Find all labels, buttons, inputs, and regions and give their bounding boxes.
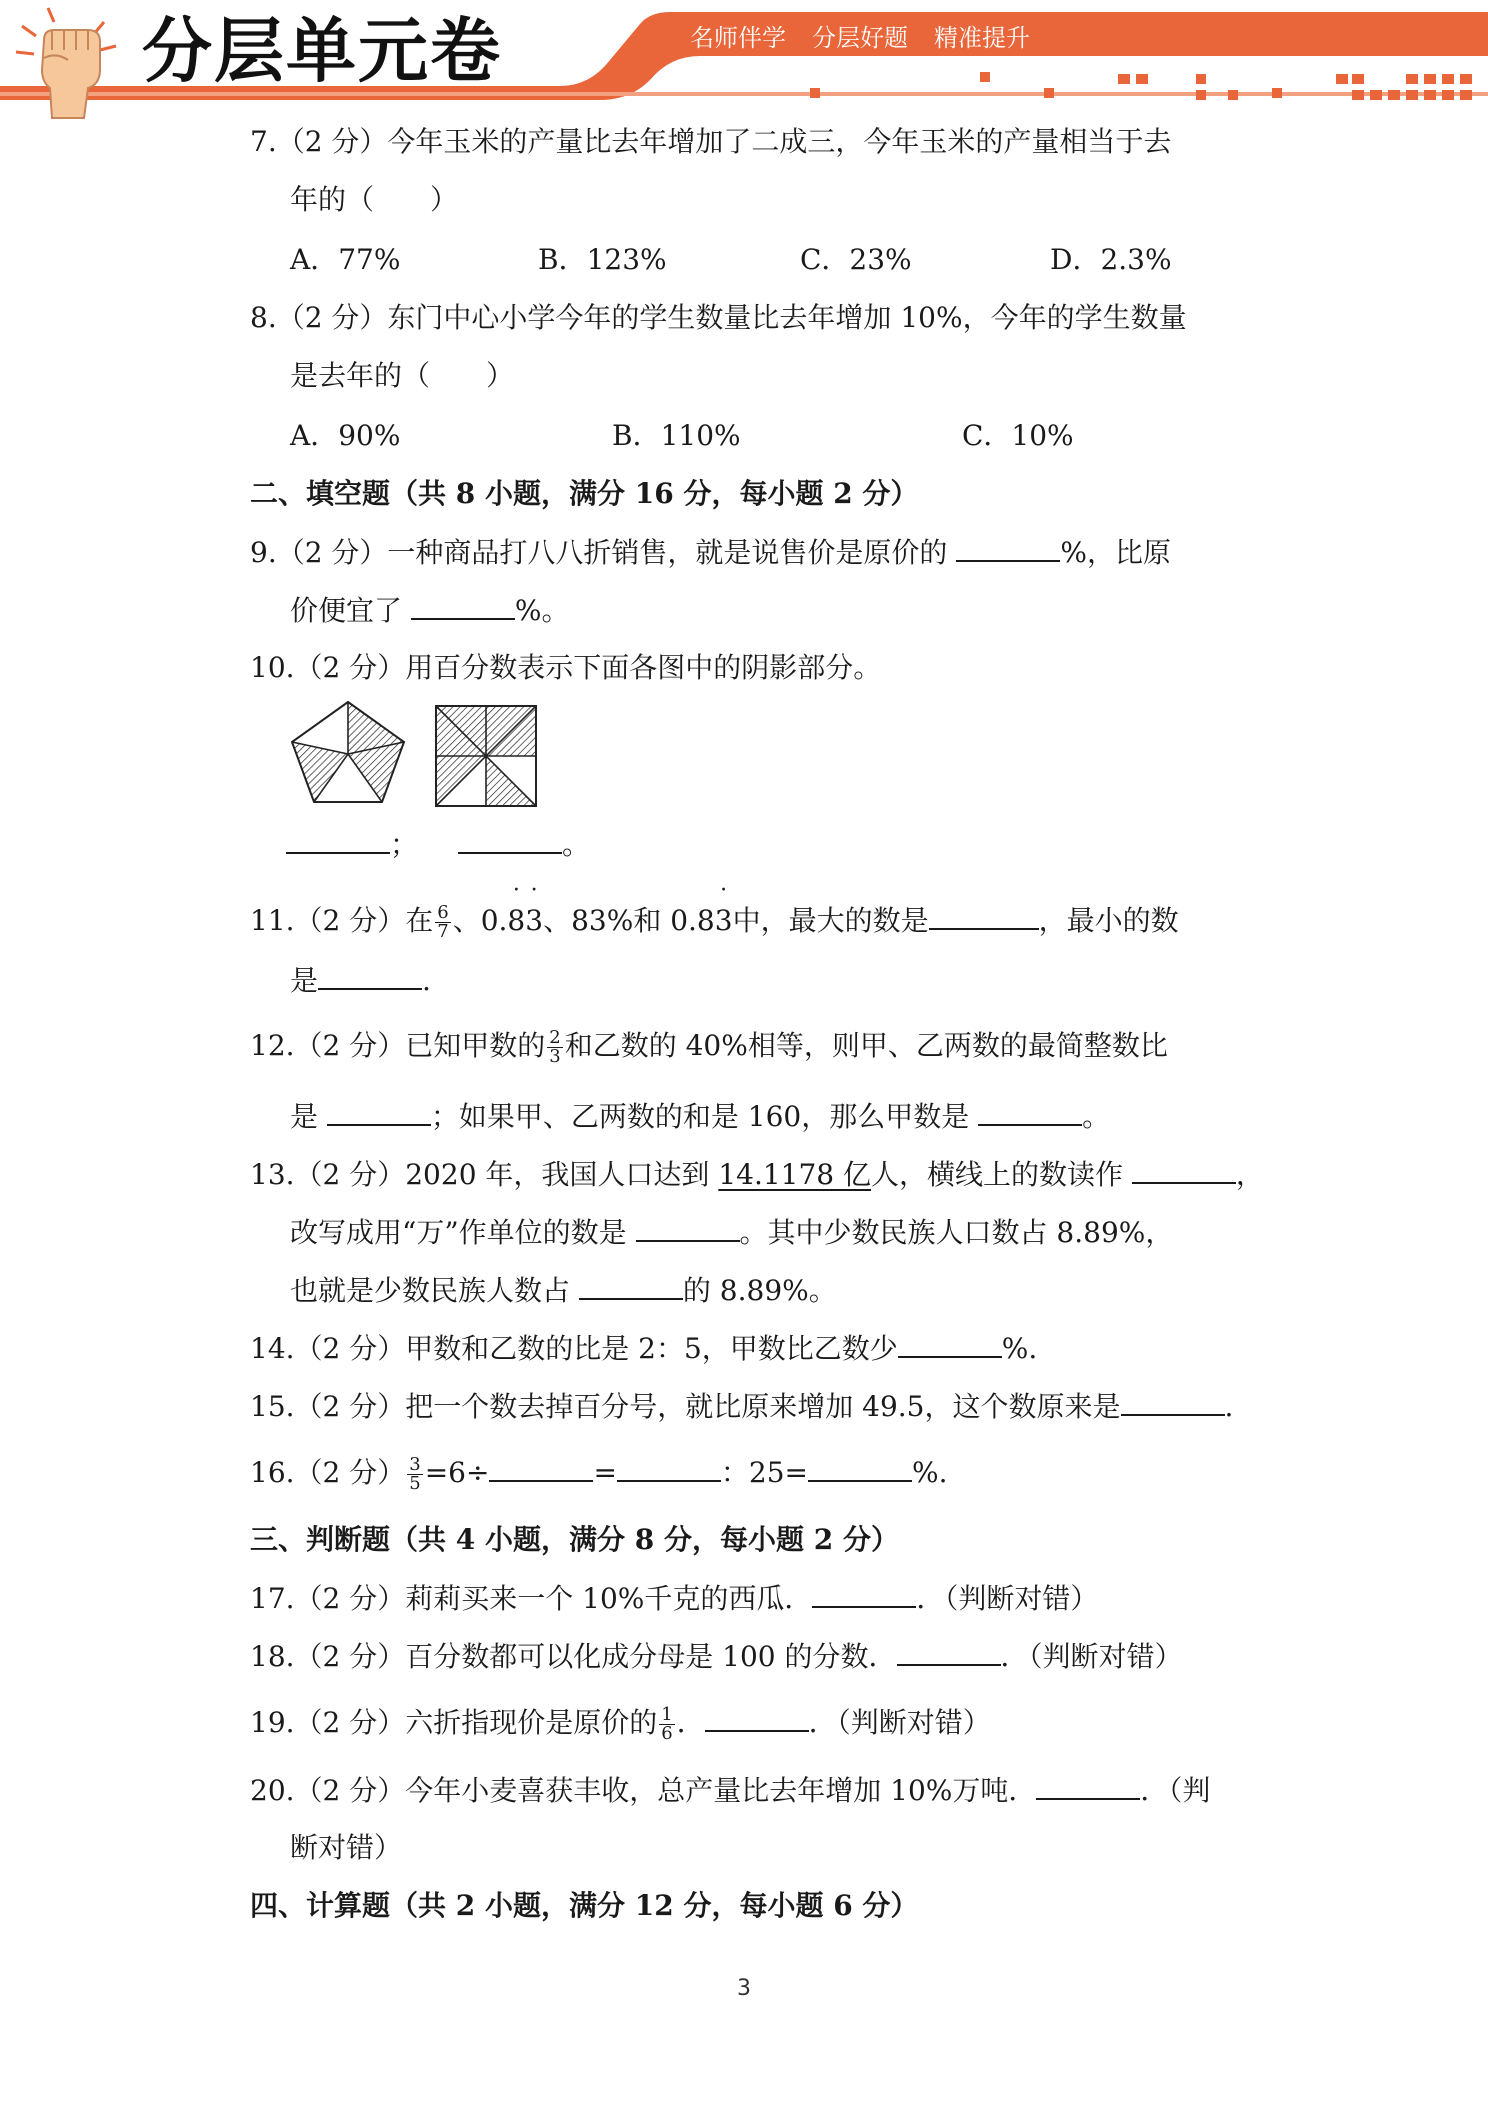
square-figure — [434, 704, 538, 808]
q16-text-b: =6÷ — [424, 1456, 490, 1489]
q11-repeat-digit-2: · 3 — [525, 901, 543, 941]
brand-title: 分层单元卷 — [142, 10, 502, 92]
q17-text-b: ．（判断对错） — [916, 1582, 1099, 1615]
q20-line1 — [250, 1770, 1210, 1811]
q13-text-c: ， — [1235, 1158, 1264, 1191]
q13-blank-1[interactable] — [1132, 1154, 1236, 1184]
q7-option-c: C．23% — [800, 243, 912, 276]
q13-text-b: 人，横线上的数读作 — [871, 1158, 1132, 1191]
q12-blank-2[interactable] — [978, 1096, 1082, 1126]
slogan-2: 分层好题 — [812, 24, 908, 52]
q15-blank[interactable] — [1121, 1386, 1225, 1416]
pentagon-figure — [288, 698, 408, 808]
q18-blank[interactable] — [897, 1636, 1001, 1666]
q11-blank-2[interactable] — [318, 960, 422, 990]
q8-option-a: A．90% — [290, 419, 401, 452]
q8-stem-line1: 8.（2 分）东门中心小学今年的学生数量比去年增加 10%，今年的学生数量 — [250, 301, 1187, 334]
q11-line2 — [290, 960, 431, 1001]
q10-stem: 10.（2 分）用百分数表示下面各图中的阴影部分。 — [250, 651, 882, 684]
q16-frac-den: 5 — [409, 1473, 421, 1494]
q19-line — [250, 1702, 991, 1743]
q12-text-b: 和乙数的 40%相等，则甲、乙两数的最简整数比 — [564, 1029, 1168, 1062]
q16-blank-2[interactable] — [617, 1452, 721, 1482]
fist-icon — [8, 0, 128, 120]
page-number: 3 — [737, 1976, 751, 2001]
q10-blank-2[interactable] — [458, 824, 562, 854]
q18-text-b: ．（判断对错） — [1000, 1640, 1183, 1673]
q19-blank[interactable] — [705, 1702, 809, 1732]
q12-line2 — [290, 1096, 1110, 1137]
q13-blank-2[interactable] — [636, 1212, 740, 1242]
q16-text-c: = — [593, 1456, 617, 1489]
header-slogans — [690, 18, 1030, 58]
q9-text-c: 价便宜了 — [290, 594, 411, 627]
q14-text-a: 14.（2 分）甲数和乙数的比是 2：5，甲数比乙数少 — [250, 1332, 898, 1365]
q12-blank-1[interactable] — [327, 1096, 431, 1126]
q19-frac-den: 6 — [661, 1723, 673, 1744]
q16-blank-1[interactable] — [489, 1452, 593, 1482]
q11-fraction — [435, 904, 450, 941]
q12-frac-den: 3 — [549, 1046, 561, 1067]
q11-frac-den: 7 — [437, 921, 449, 942]
q13-line2 — [290, 1212, 1173, 1253]
q14-text-b: %. — [1001, 1332, 1038, 1365]
q16-frac-num: 3 — [409, 1454, 421, 1475]
q14-line — [250, 1328, 1037, 1369]
q12-text-a: 12.（2 分）已知甲数的 — [250, 1029, 546, 1062]
section-3-heading: 三、判断题（共 4 小题，满分 8 分，每小题 2 分） — [250, 1523, 899, 1556]
q17-line — [250, 1578, 1098, 1619]
q15-line — [250, 1386, 1233, 1427]
q11-repeat-digit-1: · 8 — [507, 901, 525, 941]
q20-line2: 断对错） — [290, 1831, 403, 1864]
q11-text-h: 是 — [290, 964, 319, 997]
q18-line — [250, 1636, 1183, 1677]
q13-text-d: 改写成用“万”作单位的数是 — [290, 1216, 636, 1249]
q11-text-d: 、83%和 0.8 — [543, 904, 715, 937]
q11-line1 — [250, 900, 1179, 941]
q9-text-b: %，比原 — [1060, 536, 1171, 569]
q20-text-a: 20.（2 分）今年小麦喜获丰收，总产量比去年增加 10%万吨． — [250, 1774, 1037, 1807]
q19-text-a: 19.（2 分）六折指现价是原价的 — [250, 1706, 658, 1739]
q13-text-f: 也就是少数民族人数占 — [290, 1274, 579, 1307]
q15-text-b: . — [1224, 1390, 1234, 1423]
q8-option-c: C．10% — [962, 419, 1074, 452]
q7-option-d: D．2.3% — [1050, 243, 1172, 276]
q13-text-e: 。其中少数民族人口数占 8.89%， — [739, 1216, 1174, 1249]
q7-stem-line1: 7.（2 分）今年玉米的产量比去年增加了二成三，今年玉米的产量相当于去 — [250, 125, 1172, 158]
q11-text-i: . — [422, 964, 431, 997]
q9-blank-2[interactable] — [411, 590, 515, 620]
q7-option-b: B．123% — [538, 243, 667, 276]
q16-fraction — [407, 1456, 422, 1493]
q11-repeat-digit-3: · 3 — [715, 901, 733, 941]
q12-text-d: ；如果甲、乙两数的和是 160，那么甲数是 — [430, 1100, 979, 1133]
q8-option-b: B．110% — [612, 419, 741, 452]
q12-text-e: 。 — [1082, 1100, 1111, 1133]
q10-separator: ； — [390, 828, 419, 861]
q16-blank-3[interactable] — [808, 1452, 912, 1482]
q13-line1 — [250, 1154, 1264, 1195]
q13-line3 — [290, 1270, 837, 1311]
page-header — [0, 0, 1488, 120]
q19-text-b: ． — [676, 1706, 705, 1739]
q20-text-b: ．（判 — [1140, 1774, 1211, 1807]
q9-text-d: %。 — [514, 594, 570, 627]
q19-frac-num: 1 — [661, 1704, 673, 1725]
q19-text-c: ．（判断对错） — [808, 1706, 991, 1739]
q16-text-d: ：25= — [720, 1456, 809, 1489]
q13-text-a: 13.（2 分）2020 年，我国人口达到 — [250, 1158, 719, 1191]
q11-text-f: 中，最大的数是 — [732, 904, 929, 937]
q12-fraction — [547, 1029, 562, 1066]
q11-text-a: 11.（2 分）在 — [250, 904, 434, 937]
q7-stem-line2: 年的（ ） — [290, 183, 459, 216]
q17-blank[interactable] — [812, 1578, 916, 1608]
q12-line1 — [250, 1026, 1168, 1066]
q10-end: 。 — [562, 828, 591, 861]
q9-text-a: 9.（2 分）一种商品打八八折销售，就是说售价是原价的 — [250, 536, 957, 569]
q10-answer-line — [286, 824, 590, 865]
q9-line2 — [290, 590, 570, 631]
section-4-heading: 四、计算题（共 2 小题，满分 12 分，每小题 6 分） — [250, 1889, 919, 1922]
q9-blank-1[interactable] — [956, 532, 1060, 562]
q7-option-a: A．77% — [290, 243, 401, 276]
q18-text-a: 18.（2 分）百分数都可以化成分母是 100 的分数． — [250, 1640, 897, 1673]
q16-text-e: %. — [912, 1456, 948, 1489]
q15-text-a: 15.（2 分）把一个数去掉百分号，就比原来增加 49.5，这个数原来是 — [250, 1390, 1121, 1423]
q10-blank-1[interactable] — [286, 824, 390, 854]
q11-text-g: ，最小的数 — [1038, 904, 1179, 937]
q13-blank-3[interactable] — [579, 1270, 683, 1300]
section-2-heading: 二、填空题（共 8 小题，满分 16 分，每小题 2 分） — [250, 477, 919, 510]
q13-text-g: 的 8.89%。 — [682, 1274, 837, 1307]
q14-blank[interactable] — [898, 1328, 1002, 1358]
slogan-3: 精准提升 — [934, 24, 1030, 52]
q8-stem-line2: 是去年的（ ） — [290, 359, 515, 392]
q17-text-a: 17.（2 分）莉莉买来一个 10%千克的西瓜． — [250, 1582, 813, 1615]
q16-text-a: 16.（2 分） — [250, 1456, 406, 1489]
q16-line — [250, 1452, 948, 1493]
slogan-1: 名师伴学 — [690, 24, 786, 52]
q11-frac-num: 6 — [437, 902, 449, 923]
q11-text-b: 、0. — [452, 904, 508, 937]
q12-text-c: 是 — [290, 1100, 327, 1133]
q9-line1 — [250, 532, 1171, 573]
q20-blank[interactable] — [1036, 1770, 1140, 1800]
q12-frac-num: 2 — [549, 1027, 561, 1048]
q11-blank-1[interactable] — [929, 900, 1039, 930]
q13-underlined-number: 14.1178 亿 — [718, 1158, 872, 1191]
q19-fraction — [659, 1706, 674, 1743]
